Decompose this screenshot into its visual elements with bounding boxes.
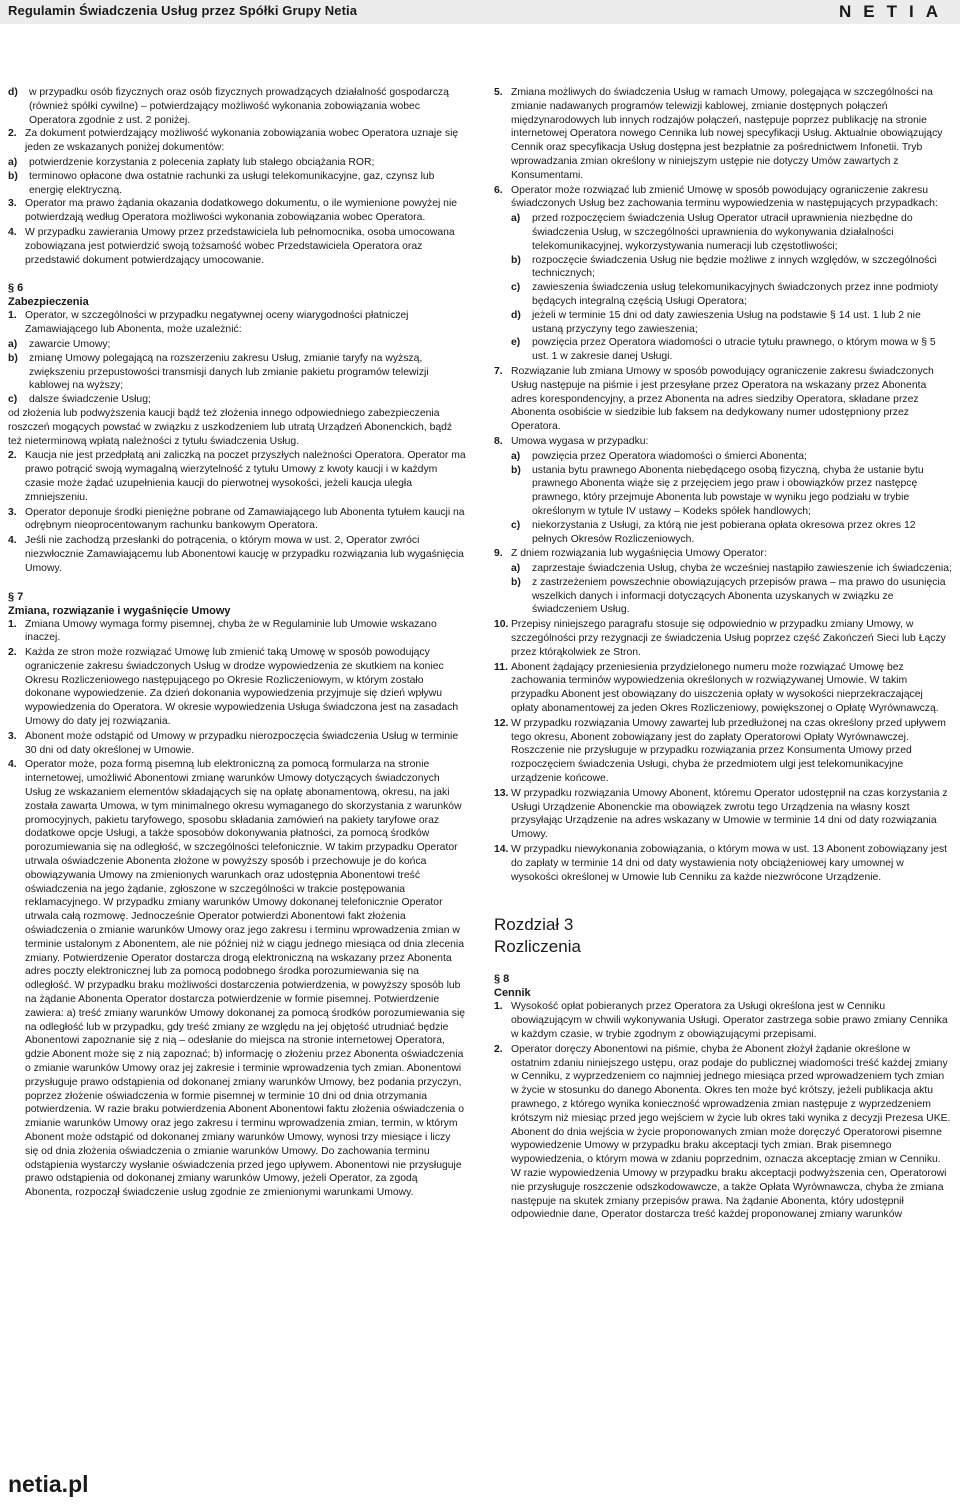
item-label: d) [511, 309, 521, 321]
s7-clause-6d [511, 309, 952, 337]
right-column [494, 86, 952, 1223]
clause-number: 3. [8, 506, 17, 518]
clause-4 [8, 226, 466, 267]
clause-number: 7. [494, 365, 503, 377]
s7-clause-12 [494, 717, 952, 786]
item-label: b) [8, 170, 18, 182]
clause-number: 6. [494, 184, 503, 196]
clause-text: Każda ze stron może rozwiązać Umowę lub zmienić taką Umowę w sposób powodujący ograniczenie zakresu świadczonych Usług w drodze wypowiedzenia ze skutkiem na koniec Okresu Rozliczeniowego następującego po Okresie Rozliczeniowym, w którym zostało dokonane wypowiedzenie. Za dzień dokonania wypowiedzenia przyjmuje się dzień wpływu wypowiedzenia do Operatora. W okresie wypowiedzenia Usługa świadczona jest na zasadach Umowy do daty jej rozwiązania. [25, 647, 459, 728]
s6-clause-4 [8, 534, 466, 575]
section-6-heading [8, 281, 466, 309]
clause-number: 2. [8, 128, 17, 140]
section-title: Zmiana, rozwiązanie i wygaśnięcie Umowy [8, 604, 231, 617]
item-text: w przypadku osób fizycznych oraz osób fizycznych prowadzących działalność gospodarczą (również spółki cywilne) – potwierdzający możliwość wykonania zobowiązania wobec Operatora zgodnie z ust. 2 poniżej. [29, 87, 449, 126]
clause-text: Operator doręczy Abonentowi na piśmie, chyba że Abonent złożył żądanie określone w ostatnim zdaniu niniejszego ustępu, oraz podaje do publicznej wiadomości treść każdej zmiany w Cenniku, z wyprzedzeniem co najmniej jednego miesiąca przed wprowadzeniem tych zmian w życie w stosunku do danego Abonenta. Okres ten może być krótszy, jeżeli publikacja aktu prawnego, z którego wynika konieczność wprowadzenia zmian następuje z wyprzedzeniem krótszym niż miesiąc przed jego wejściem w życie lub okres taki wynika z decyzji Prezesa UKE. Abonent do dnia wejścia w życie proponowanych zmian może doręczyć Operatorowi pisemne wypowiedzenie Umowy w przypadku braku akceptacji tych zmian. Brak pisemnego wypowiedzenia, o którym mowa w zdaniu poprzednim, oznacza akceptację zmian w Cenniku. W razie wypowiedzenia Umowy w przypadku braku akceptacji podwyższenia cen, Operatorowi nie przysługuje roszczenie odszkodowawcze, a także Opłata Wyrównawcza, chyba że zmiana następuje na skutek zmiany przepisów prawa. Na żądanie Abonenta, który udostępnił odpowiednie dane, Operator dostarcza treść każdej proponowanej zmiany warunków [511, 1043, 951, 1221]
item-label: b) [8, 352, 18, 364]
item-text: zaprzestaje świadczenia Usług, chyba że wcześniej nastąpiło zawieszenie ich świadczenia; [532, 563, 952, 575]
document-title: Regulamin Świadczenia Usług przez Spółki Grupy Netia [8, 3, 358, 18]
clause-text: Jeśli nie zachodzą przesłanki do potrącenia, o którym mowa w ust. 2, Operator zwróci niezwłocznie Zamawiającemu lub Abonentowi kaucję w przypadku rozwiązania lub wygaśnięcia Umowy. [25, 535, 464, 574]
s6-clause-1-tail [8, 407, 466, 448]
clause-text: Wysokość opłat pobieranych przez Operatora za Usługi określona jest w Cenniku obowiązującym w chwili wykonywania Usługi. Operator zastrzega sobie prawo zmiany Cennika w każdym czasie, w trybie zgodnym z obowiązującymi przepisami. [511, 1001, 948, 1041]
item-label: d) [8, 87, 18, 98]
clause-text: Abonent może odstąpić od Umowy w przypadku nierozpoczęcia świadczenia Usług w terminie 30 dni od daty określonej w Umowie. [25, 730, 459, 756]
clause-number: 1. [494, 1001, 503, 1013]
clause-number: 4. [8, 535, 17, 547]
section-number: § 6 [8, 282, 24, 295]
item-label: b) [511, 254, 521, 266]
s8-clause-2 [494, 1043, 952, 1222]
s7-clause-9-items [494, 562, 952, 617]
clause-1d [8, 86, 466, 127]
s7-clause-9 [494, 547, 952, 561]
item-text: przed rozpoczęciem świadczenia Usług Operator utracił uprawnienia niezbędne do świadczenia Usług, w szczególności uprawnienia do wykonywania działalności telekomunikacyjnej, wykorzystywania numeracji lub częstotliwości; [532, 213, 913, 252]
item-text: zawieszenia świadczenia usług telekomunikacyjnych świadczonych przez inne podmioty będących integralną częścią Usługi Operatora; [532, 282, 939, 307]
clause-3 [8, 197, 466, 225]
item-label: e) [511, 337, 521, 349]
s6-clause-2 [8, 449, 466, 504]
item-label: a) [511, 450, 521, 462]
s6-clause-3 [8, 506, 466, 534]
item-text: rozpoczęcie świadczenia Usług nie będzie możliwe z innych względów, w szczególności technicznych; [532, 254, 937, 280]
clause-text: Operator ma prawo żądania okazania dodatkowego dokumentu, o ile wymienione powyżej nie potwierdzają według Operatora możliwości wykonania zobowiązania wobec Operatora. [25, 198, 458, 224]
s7-clause-8c [511, 519, 952, 547]
s7-clause-9a [511, 562, 952, 576]
item-label: c) [8, 394, 18, 406]
clause-text: Operator może, poza formą pisemną lub elektroniczną za pomocą formularza na stronie internetowej, umożliwić Abonentowi zmianę warunków Umowy dotyczących świadczonych Usług ze wskazaniem elementów składających się na opłatę abonamentową, okresu, na jaki została zawarta Umowa, w tym minimalnego okresu wymaganego do skorzystania z warunków promocyjnych, pakietu taryfowego, sposobu składania zamówień na pakiety taryfowe oraz dodatkowe opcje Usługi, a także sposobów dokonywania płatności, za pomocą środków porozumiewania się na odległość, w szczególności telefonicznie. W takim przypadku Operator utrwala oświadczenie Abonenta złożone w powyższy sposób i przechowuje je do końca obowiązywania Umowy na zmienionych warunkach oraz udostępnia Abonentowi treść oświadczenia na jego żądanie, zgłoszone w szczególności w trakcie postępowania reklamacyjnego. W przypadku zmiany warunków Umowy dokonanej telefonicznie Operator utrwala całą rozmowę. Jednocześnie Operator potwierdzi Abonentowi fakt złożenia oświadczenia o zmianie warunków Umowy oraz jego zakresu i terminu wprowadzenia zmian w terminie ustalonym z Abonentem, ale nie później niż w ciągu jednego miesiąca od dnia zlecenia zmiany. Potwierdzenie Operator dostarcza drogą elektroniczną na wskazany przez Abonenta adres poczty elektronicznej lub za pomocą podobnego środka porozumiewania się na odległość. W przypadku braku możliwości dostarczenia potwierdzenia, w powyższy sposób lub na żądanie Abonenta Operator dostarcza potwierdzenie w formie pisemnej. Potwierdzenie zawiera: a) treść zmiany warunków Umowy dokonanej za pomocą środków porozumiewania się na odległość lub w przypadku, gdy treść zmiany ze względu na jej objętość utrudniać będzie Abonentowi zapoznanie się z nią – odesłanie do miejsca na stronie internetowej Operatora, gdzie Abonent może się z nią zapoznać; b) informację o złożeniu przez Abonenta oświadczenia o zmianie warunków Umowy oraz jej zakresie i terminie wprowadzenia tych zmian. Abonentowi przysługuje prawo odstąpienia od dokonanej zmiany warunków Umowy, bez podania przyczyn, poprzez złożenie oświadczenia w formie pisemnej w terminie 10 dni od dnia otrzymania potwierdzenia. W razie braku potwierdzenia Abonent Abonentowi faktu złożenia oświadczenia o zmianie warunków Umowy oraz jego zakresu i terminu wprowadzenia zmian, termin, w którym Abonent może odstąpić od dokonanej zmiany warunków Umowy, wynosi trzy miesiące i liczy się od dnia złożenia oświadczenia o zmianie warunków Umowy. Do zachowania terminu odstąpienia wystarczy wysłanie oświadczenia przed jego upływem. Abonentowi nie przysługuje prawo odstąpienia od dokonanej zmiany warunków Umowy, jeżeli Operator, za zgodą Abonenta, rozpoczął świadczenie usług zgodnie ze zmienionymi warunkami Umowy. [25, 759, 466, 1199]
clause-number: 1. [8, 618, 17, 630]
item-label: a) [8, 338, 18, 350]
s7-clause-2 [8, 646, 466, 729]
clause-text: Kaucja nie jest przedpłatą ani zaliczką na poczet przyszłych należności Operatora. Operator ma prawo potrącić swoją wymagalną wierzytelność z tytułu Umowy z kwoty kaucji i w każdym czasie może żądać uzupełnienia kaucji do pierwotnej wysokości, jeżeli kaucja uległa zmniejszeniu. [25, 450, 466, 503]
s7-clause-6a [511, 212, 952, 253]
clause-text: W przypadku zawierania Umowy przez przedstawiciela lub pełnomocnika, osoba umocowana zobowiązana jest potwierdzić swoją tożsamość wobec Przedstawiciela Operatora oraz przedstawić dokument potwierdzający umocowanie. [25, 226, 455, 266]
s7-clause-10 [494, 618, 952, 659]
item-text: powzięcia przez Operatora wiadomości o utracie tytułu prawnego, o którym mowa w § 5 ust. 1 w zakresie danej Usługi. [532, 337, 936, 363]
item-text: niekorzystania z Usługi, za którą nie jest pobierana opłata okresowa przez okres 12 pełnych Okresów Rozliczeniowych. [532, 519, 916, 545]
clause-text: Z dniem rozwiązania lub wygaśnięcia Umowy Operator: [511, 548, 767, 560]
s7-clause-8b [511, 464, 952, 519]
clause-number: 2. [8, 647, 17, 659]
section-7-heading [8, 590, 466, 618]
s7-clause-8a [511, 450, 952, 464]
item-label: c) [511, 519, 521, 531]
item-label: b) [511, 576, 521, 588]
clause-number: 5. [494, 87, 503, 98]
clause-number: 11. [494, 661, 508, 673]
chapter-number: Rozdział 3 [494, 915, 574, 935]
clause-number: 13. [494, 787, 509, 799]
s6-clause-1b [8, 352, 466, 393]
footer-website: netia.pl [8, 1471, 89, 1497]
left-column [8, 86, 466, 1201]
s7-clause-5 [494, 86, 952, 183]
chapter-heading [494, 914, 952, 958]
item-label: a) [8, 156, 18, 168]
clause-number: 2. [8, 450, 17, 462]
item-label: a) [511, 563, 521, 575]
s7-clause-4 [8, 758, 466, 1200]
clause-text: Za dokument potwierdzający możliwość wykonania zobowiązania wobec Operatora uznaje się jeden ze wskazanych poniżej dokumentów: [25, 128, 459, 154]
clause-number: 14. [494, 844, 509, 856]
chapter-title: Rozliczenia [494, 937, 581, 957]
item-text: potwierdzenie korzystania z polecenia zapłaty lub stałego obciążania ROR; [29, 156, 375, 168]
s7-clause-11 [494, 661, 952, 716]
clause-number: 4. [8, 759, 17, 771]
s7-clause-9b [511, 576, 952, 617]
clause-text: W przypadku rozwiązania Umowy Abonent, któremu Operator udostępnił na czas korzystania z Usługi Urządzenie Abonenckie ma obowiązek zwrotu tego Urządzenia na własny koszt przysyłając Urządzenie na adres wskazany w Umowie w terminie 14 dni od daty rozwiązania Umowy. [511, 787, 948, 841]
clause-text: Przepisy niniejszego paragrafu stosuje się odpowiednio w przypadku zmiany Umowy, w szczególności przy rezygnacji ze świadczenia Usług poprzez część Zakończeń Sieci lub Łączy przez którąkolwiek ze Stron. [511, 619, 946, 658]
s7-clause-6b [511, 254, 952, 282]
s7-clause-3 [8, 730, 466, 758]
s6-clause-1c [8, 393, 466, 407]
clause-number: 8. [494, 435, 503, 447]
s6-clause-1a [8, 338, 466, 352]
section-number: § 7 [8, 590, 24, 603]
clause-text: Rozwiązanie lub zmiana Umowy w sposób powodujący ograniczenie zakresu świadczonych Usług następuje na piśmie i jest przesyłane przez Operatora na wskazany przez Abonenta adres korespondencyjny, a przez Abonenta na adres siedziby Operatora, składane przez Abonenta osobiście w siedzibie lub faksem na dedykowany numer udostępniony przez Operatora. [511, 365, 934, 433]
clause-number: 9. [494, 548, 503, 560]
item-text: dalsze świadczenie Usług; [29, 394, 151, 406]
clause-number: 10. [494, 619, 509, 631]
s6-clause-1 [8, 309, 466, 337]
section-title: Cennik [494, 987, 531, 1000]
item-text: ustania bytu prawnego Abonenta niebędącego osobą fizyczną, chyba że ustanie bytu prawnego Abonenta wiąże się z przejęciem jego praw i obowiązków przez następcę prawnego, który przejmuje Abonenta lub powstaje w wyniku jego podziału w trybie określonym w tytule IV ustawy – Kodeks spółek handlowych; [532, 464, 924, 517]
s7-clause-8-items [494, 450, 952, 547]
clause-number: 1. [8, 310, 17, 322]
item-text: powzięcia przez Operatora wiadomości o śmierci Abonenta; [532, 450, 807, 462]
clause-text: od złożenia lub podwyższenia kaucji bądź też złożenia innego odpowiedniego zabezpieczenia roszczeń mogących powstać w związku z uszkodzeniem lub utratą Urządzeń Abonenckich, bądź też nieterminową wpłatą należności z tytułu świadczenia Usług. [8, 407, 453, 447]
clause-number: 12. [494, 717, 509, 729]
section-8-heading [494, 972, 952, 1000]
item-text: jeżeli w terminie 15 dni od daty zawieszenia Usług na podstawie § 14 ust. 1 lub 2 nie ustaną przyczyny tego zawieszenia; [532, 309, 921, 335]
clause-text: W przypadku rozwiązania Umowy zawartej lub przedłużonej na czas określony przed upływem tego okresu, Abonent zobowiązany jest do zapłaty Operatorowi Opłaty Wyrównawczej. Roszczenie nie przysługuje w przypadku rozwiązania przez Konsumenta Umowy przed rozpoczęciem świadczenia Usługi, chyba że przedmiotem ulgi jest telekomunikacyjne urządzenie końcowe. [511, 717, 946, 785]
item-label: c) [511, 282, 521, 294]
item-label: b) [511, 464, 521, 476]
clause-2a [8, 156, 466, 170]
s8-clause-1 [494, 1000, 952, 1041]
clause-number: 2. [494, 1043, 503, 1055]
clause-text: Umowa wygasa w przypadku: [511, 435, 649, 447]
clause-2 [8, 127, 466, 155]
s7-clause-6c [511, 281, 952, 309]
clause-text: Operator, w szczególności w przypadku negatywnej oceny wiarygodności płatniczej Zamawiającego lub Abonenta, może uzależnić: [25, 310, 409, 336]
item-text: z zastrzeżeniem powszechnie obowiązujących przepisów prawa – ma prawo do usunięcia wszelkich danych i informacji dotyczących Abonenta uzyskanych w związku ze świadczeniem Usług. [532, 576, 946, 616]
item-label: a) [511, 213, 521, 225]
clause-text: Operator deponuje środki pieniężne pobrane od Zamawiającego lub Abonenta tytułem kaucji na odrębnym nieoprocentowanym rachunku bankowym Operatora. [25, 506, 465, 532]
s7-clause-6-items [494, 212, 952, 364]
s7-clause-14 [494, 843, 952, 884]
brand-logo: NETIA [839, 2, 950, 21]
clause-2b [8, 170, 466, 198]
clause-text: Zmiana Umowy wymaga formy pisemnej, chyba że w Regulaminie lub Umowie wskazano inaczej. [25, 618, 437, 644]
clause-text: Operator może rozwiązać lub zmienić Umowę w sposób powodujący ograniczenie zakresu świadczonych Usług bez zachowania terminu wypowiedzenia w następujących przypadkach: [511, 184, 938, 210]
s7-clause-1 [8, 618, 466, 646]
clause-number: 3. [8, 198, 17, 210]
header-bar [0, 0, 960, 24]
item-text: zawarcie Umowy; [29, 338, 111, 350]
s7-clause-6e [511, 336, 952, 364]
clause-text: W przypadku niewykonania zobowiązania, o którym mowa w ust. 13 Abonent zobowiązany jest do zapłaty w terminie 14 dni od daty wystawienia noty obciążeniowej kary umownej w wysokości określonej w Umowie lub Cenniku za każde niezwrócone Urządzenie. [511, 844, 948, 883]
s7-clause-8 [494, 435, 952, 449]
item-text: terminowo opłacone dwa ostatnie rachunki za usługi telekomunikacyjne, gaz, czynsz lub energię elektryczną. [29, 170, 435, 196]
clause-number: 4. [8, 226, 17, 238]
item-text: zmianę Umowy polegającą na rozszerzeniu zakresu Usług, zmianie taryfy na wyższą, zwiększeniu przepustowości transmisji danych lub zmianie pakietu programów telewizji kablowej na wyższy; [29, 352, 429, 392]
section-number: § 8 [494, 973, 510, 986]
s7-clause-13 [494, 787, 952, 842]
s7-clause-7 [494, 365, 952, 434]
clause-number: 3. [8, 730, 17, 742]
section-title: Zabezpieczenia [8, 296, 89, 309]
clause-text: Zmiana możliwych do świadczenia Usług w ramach Umowy, polegająca w szczególności na zmianie nadawanych programów telewizji kablowej, zmianie dostępnych połączeń międzynarodowych lub innych rodzajów połączeń, następuje poprzez publikację na stronie internetowej Operatora nowego Cennika lub nowej specyfikacji Usług. Aktualnie obowiązujący Cennik oraz specyfikacja Usług dostępna jest bezpłatnie za pośrednictwem Infonetii. Tryb wprowadzania zmian określony w niniejszym ustępie nie dotyczy Umów zawartych z Konsumentami. [511, 87, 943, 181]
s7-clause-6 [494, 184, 952, 212]
clause-text: Abonent żądający przeniesienia przydzielonego numeru może rozwiązać Umowę bez zachowania terminów wypowiedzenia określonych w rozwiązywanej Umowie. W takim przypadku Abonent jest obowiązany do uiszczenia opłaty w wysokości nieprzekraczającej opłaty abonamentowej za jeden Okres Rozliczeniowy, powiększonej o Opłatę Wyrównawczą. [511, 661, 939, 715]
